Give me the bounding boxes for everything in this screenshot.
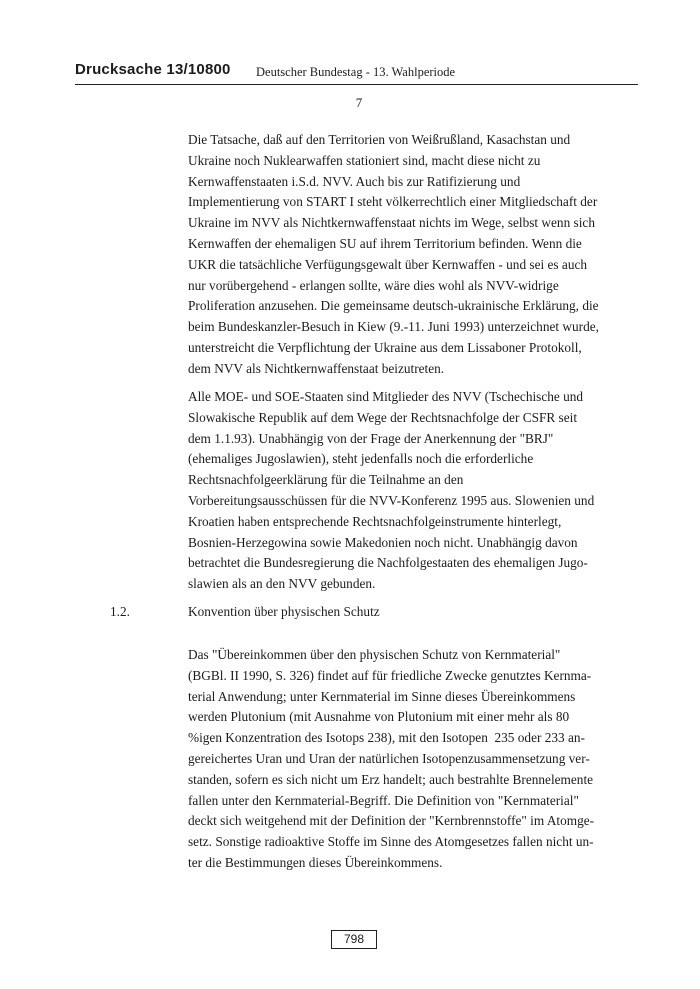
paragraph-ukraine: Die Tatsache, daß auf den Territorien von Weißrußland, Kasachstan und Ukraine noch Nuklearwaffen stationiert sind, macht diese nicht zu Kernwaffenstaaten i.S.d. NVV. Auch bis zur Ratifizierung und Implementierung von START I steht völkerrechtlich einer Mitgliedschaft der Ukraine im NVV als Nichtkernwaffenstaat nichts im Wege, selbst wenn sich Kernwaffen der ehemaligen SU auf ihrem Territorium befinden. Wenn die UKR die tatsächliche Verfügungsgewalt über Kernwaffen - und sei es auch nur vorübergehend - erlangen sollte, wäre dies wohl als NVV-widrige Proliferation anzusehen. Die gemeinsame deutsch-ukrainische Erklärung, die beim Bundeskanzler-Besuch in Kiew (9.-11. Juni 1993) unterzeichnet wurde, unterstreicht die Verpflichtung der Ukraine aus dem Lissaboner Protokoll, dem NVV als Nichtkernwaffenstaat beizutreten.	[188, 132, 599, 376]
paragraph-moe-soe: Alle MOE- und SOE-Staaten sind Mitglieder des NVV (Tschechische und Slowakische Republik auf dem Wege der Rechtsnachfolge der CSFR seit dem 1.1.93). Unabhängig von der Frage der Anerkennung der "BRJ" (ehemaliges Jugoslawien), steht jedenfalls noch die erforderliche Rechtsnachfolgeerklärung für die Teilnahme an den Vorbereitungsausschüssen für die NVV-Konferenz 1995 aus. Slowenien und Kroatien haben entsprechende Rechtsnachfolgeinstrumente hinterlegt, Bosnien-Herzegowina sowie Makedonien noch nicht. Unabhängig davon betrachtet die Bundesregierung die Nachfolgestaaten des ehemaligen Jugo- slawien als an den NVV gebunden.	[188, 389, 595, 592]
section-title: Konvention über physischen Schutz	[188, 604, 380, 619]
page-header	[75, 60, 638, 85]
header-subtitle: Deutscher Bundestag - 13. Wahlperiode	[256, 65, 456, 79]
document-id: Drucksache 13/10800	[75, 61, 231, 78]
page-number: 7	[355, 95, 363, 110]
footer-page-number: 798	[331, 930, 377, 949]
section-number: 1.2.	[110, 604, 130, 619]
paragraph-kernmaterial: Das "Übereinkommen über den physischen Schutz von Kernmaterial" (BGBl. II 1990, S. 326) findet auf für friedliche Zwecke genutztes Kernma- terial Anwendung; unter Kernmaterial im Sinne dieses Übereinkommens werden Plutonium (mit Ausnahme von Plutonium mit einer mehr als 80 %igen Konzentration des Isotops 238), mit den Isotopen 235 oder 233 an- gereichertes Uran und Uran der natürlichen Isotopenzusammensetzung ver- standen, sofern es sich nicht um Erz handelt; auch bestrahlte Brennelemente fallen unter den Kernmaterial-Begriff. Die Definition von "Kernmaterial" deckt sich weitgehend mit der Definition der "Kernbrennstoffe" im Atomge- setz. Sonstige radioaktive Stoffe im Sinne des Atomgesetzes fallen nicht un- ter die Bestimmungen dieses Übereinkommens.	[188, 647, 595, 870]
